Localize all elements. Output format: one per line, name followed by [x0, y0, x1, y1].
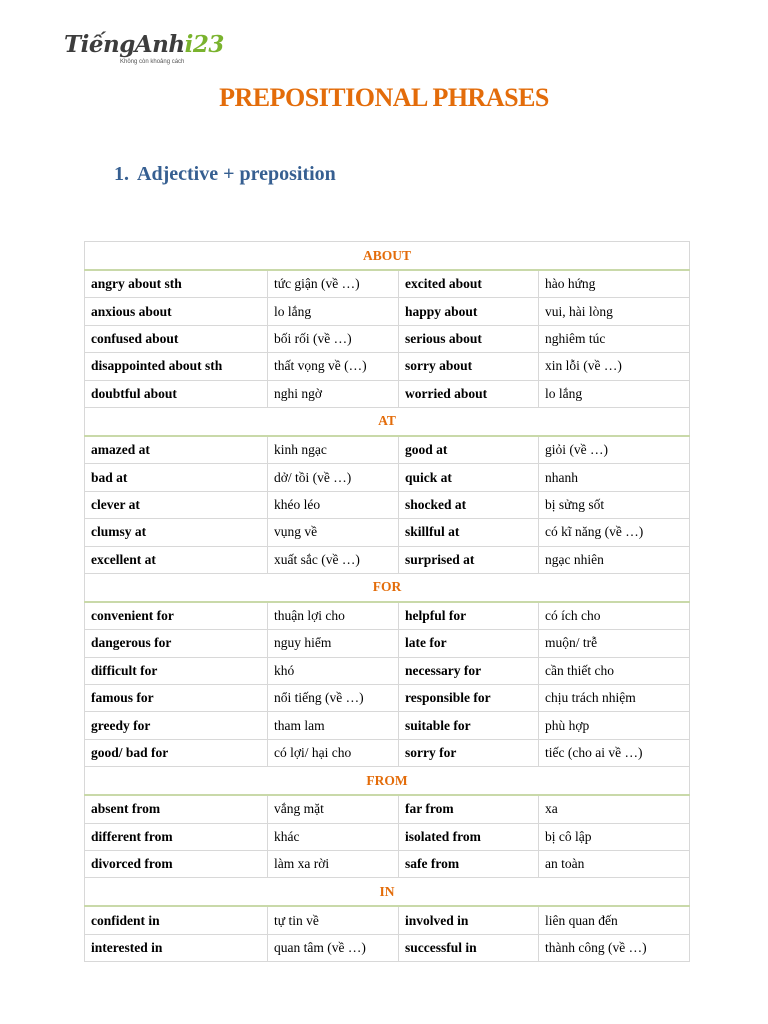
meaning-vi-left: tham lam [268, 712, 399, 739]
table-row [85, 298, 690, 325]
meaning-vi-right: muộn/ trễ [539, 630, 690, 657]
meaning-vi-left: thất vọng về (…) [268, 353, 399, 380]
meaning-vi-left: tức giận (về …) [268, 270, 399, 298]
phrase-en-right: quick at [399, 464, 539, 491]
phrase-en-right: sorry for [399, 739, 539, 766]
meaning-vi-left: kinh ngạc [268, 436, 399, 464]
phrase-en-left: doubtful about [85, 380, 268, 407]
table-row [85, 546, 690, 573]
phrase-en-left: divorced from [85, 851, 268, 878]
phrase-en-right: worried about [399, 380, 539, 407]
meaning-vi-right: chịu trách nhiệm [539, 685, 690, 712]
meaning-vi-left: vụng về [268, 519, 399, 546]
phrase-en-left: good/ bad for [85, 739, 268, 766]
phrase-en-left: bad at [85, 464, 268, 491]
logo-wordmark [64, 30, 224, 60]
meaning-vi-right: bị cô lập [539, 823, 690, 850]
meaning-vi-left: có lợi/ hại cho [268, 739, 399, 766]
meaning-vi-left: dở/ tồi (về …) [268, 464, 399, 491]
phrases-table-body [85, 242, 690, 962]
table-row [85, 630, 690, 657]
meaning-vi-right: an toàn [539, 851, 690, 878]
group-header-row [85, 242, 690, 271]
meaning-vi-right: có kĩ năng (về …) [539, 519, 690, 546]
meaning-vi-right: ngạc nhiên [539, 546, 690, 573]
group-header-row [85, 573, 690, 602]
phrase-en-right: responsible for [399, 685, 539, 712]
group-header-row [85, 407, 690, 436]
meaning-vi-left: quan tâm (về …) [268, 934, 399, 961]
logo-part-i23: i23 [184, 31, 224, 58]
meaning-vi-left: bối rối (về …) [268, 325, 399, 352]
phrase-en-right: happy about [399, 298, 539, 325]
phrase-en-right: serious about [399, 325, 539, 352]
meaning-vi-right: nhanh [539, 464, 690, 491]
meaning-vi-right: lo lắng [539, 380, 690, 407]
meaning-vi-right: xin lỗi (về …) [539, 353, 690, 380]
phrase-en-right: sorry about [399, 353, 539, 380]
section-number: 1. [114, 163, 129, 185]
meaning-vi-right: giỏi (về …) [539, 436, 690, 464]
meaning-vi-right: liên quan đến [539, 906, 690, 934]
meaning-vi-right: bị sửng sốt [539, 491, 690, 518]
group-heading: AT [85, 407, 690, 436]
phrase-en-right: involved in [399, 906, 539, 934]
phrase-en-left: anxious about [85, 298, 268, 325]
phrase-en-left: clever at [85, 491, 268, 518]
meaning-vi-left: nguy hiểm [268, 630, 399, 657]
meaning-vi-right: hào hứng [539, 270, 690, 298]
meaning-vi-left: khéo léo [268, 491, 399, 518]
table-row [85, 464, 690, 491]
meaning-vi-right: xa [539, 795, 690, 823]
table-row [85, 436, 690, 464]
phrase-en-left: confident in [85, 906, 268, 934]
group-header-row [85, 767, 690, 796]
group-heading: IN [85, 878, 690, 907]
phrase-en-left: famous for [85, 685, 268, 712]
page-title: PREPOSITIONAL PHRASES [219, 83, 549, 112]
table-row [85, 823, 690, 850]
phrase-en-right: far from [399, 795, 539, 823]
table-row [85, 519, 690, 546]
phrase-en-right: necessary for [399, 657, 539, 684]
phrase-en-left: interested in [85, 934, 268, 961]
group-heading: FOR [85, 573, 690, 602]
phrase-en-left: angry about sth [85, 270, 268, 298]
group-header-row [85, 878, 690, 907]
section-heading [114, 160, 336, 188]
meaning-vi-left: xuất sắc (về …) [268, 546, 399, 573]
phrase-en-right: isolated from [399, 823, 539, 850]
meaning-vi-right: nghiêm túc [539, 325, 690, 352]
phrase-en-right: skillful at [399, 519, 539, 546]
phrases-table [84, 241, 690, 962]
meaning-vi-right: có ích cho [539, 602, 690, 630]
table-row [85, 353, 690, 380]
meaning-vi-left: nghi ngờ [268, 380, 399, 407]
table-row [85, 685, 690, 712]
meaning-vi-right: thành công (về …) [539, 934, 690, 961]
phrase-en-left: clumsy at [85, 519, 268, 546]
phrase-en-right: successful in [399, 934, 539, 961]
meaning-vi-left: làm xa rời [268, 851, 399, 878]
meaning-vi-right: tiếc (cho ai về …) [539, 739, 690, 766]
meaning-vi-left: lo lắng [268, 298, 399, 325]
meaning-vi-right: vui, hài lòng [539, 298, 690, 325]
phrase-en-left: confused about [85, 325, 268, 352]
meaning-vi-left: tự tin về [268, 906, 399, 934]
table-row [85, 739, 690, 766]
phrase-en-left: disappointed about sth [85, 353, 268, 380]
meaning-vi-right: phù hợp [539, 712, 690, 739]
phrase-en-left: amazed at [85, 436, 268, 464]
phrase-en-left: absent from [85, 795, 268, 823]
phrase-en-right: suitable for [399, 712, 539, 739]
table-row [85, 934, 690, 961]
meaning-vi-left: vắng mặt [268, 795, 399, 823]
logo-part-anh: Anh [134, 31, 185, 58]
phrase-en-left: different from [85, 823, 268, 850]
phrase-en-left: convenient for [85, 602, 268, 630]
table-row [85, 602, 690, 630]
group-heading: ABOUT [85, 242, 690, 271]
meaning-vi-left: khó [268, 657, 399, 684]
meaning-vi-left: khác [268, 823, 399, 850]
table-row [85, 795, 690, 823]
phrase-en-right: shocked at [399, 491, 539, 518]
table-row [85, 906, 690, 934]
group-heading: FROM [85, 767, 690, 796]
phrase-en-right: surprised at [399, 546, 539, 573]
meaning-vi-left: thuận lợi cho [268, 602, 399, 630]
table-row [85, 657, 690, 684]
table-row [85, 851, 690, 878]
phrase-en-left: greedy for [85, 712, 268, 739]
section-label: Adjective + preposition [137, 163, 336, 185]
table-row [85, 712, 690, 739]
table-row [85, 491, 690, 518]
table-row [85, 325, 690, 352]
meaning-vi-left: nổi tiếng (về …) [268, 685, 399, 712]
phrase-en-right: late for [399, 630, 539, 657]
phrase-en-right: safe from [399, 851, 539, 878]
table-row [85, 380, 690, 407]
phrase-en-left: excellent at [85, 546, 268, 573]
table-row [85, 270, 690, 298]
phrase-en-right: helpful for [399, 602, 539, 630]
logo-tagline: Không còn khoảng cách [120, 59, 185, 65]
logo-part-tieng: Tiếng [64, 31, 135, 58]
meaning-vi-right: cần thiết cho [539, 657, 690, 684]
phrase-en-left: dangerous for [85, 630, 268, 657]
logo [64, 30, 224, 74]
phrase-en-left: difficult for [85, 657, 268, 684]
phrase-en-right: excited about [399, 270, 539, 298]
phrase-en-right: good at [399, 436, 539, 464]
